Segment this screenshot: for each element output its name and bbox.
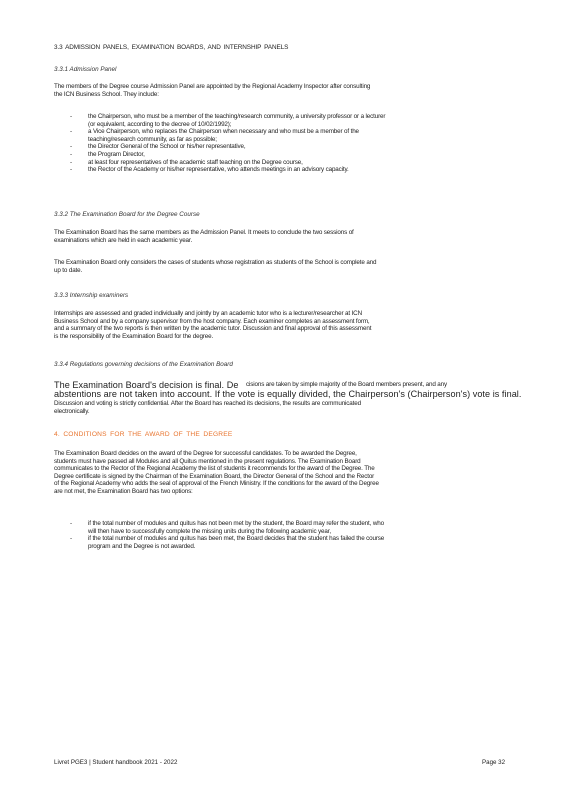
abstentions-statement: abstentions are not taken into account. If the vote is equally divided, the Chairperson's (Chairperson's) vote is final. bbox=[54, 389, 522, 399]
text-line: The Examination Board only considers the cases of students whose registration as students of the School is complete and bbox=[54, 259, 377, 266]
text-line: The Examination Board has the same members as the Admission Panel. It meets to conclude the two sessions of bbox=[54, 229, 354, 236]
bullet-dash: - bbox=[70, 128, 72, 136]
list-item bbox=[70, 151, 510, 159]
decision-final-statement: The Examination Board's decision is final. De bbox=[54, 380, 239, 390]
text-line: Degree certificate is signed by the Chairman of the Examination Board, the Director General of the School and the Rector bbox=[54, 472, 375, 480]
text-line: will then have to successfully complete the missing units during the following academic year, bbox=[88, 527, 331, 535]
text-line: (or equivalent, according to the decree of 10/02/1992); bbox=[88, 120, 232, 128]
text-line: Discussion and voting is strictly confidential. After the Board has reached its decisions, the results are communicated bbox=[54, 400, 361, 407]
text-line: electronically. bbox=[54, 407, 90, 415]
section-3-3-2-heading: 3.3.2 The Examination Board for the Degree Course bbox=[54, 211, 200, 218]
text-line: the Rector of the Academy or his/her representative, who attends meetings in an advisory capacity. bbox=[88, 166, 349, 174]
list-item bbox=[70, 535, 510, 550]
text-line: a Vice Chairperson, who replaces the Chairperson when necessary and who must be a member of the bbox=[88, 128, 359, 136]
confidentiality-paragraph bbox=[54, 400, 510, 415]
text-line: if the total number of modules and quitus has been met, the Board decides that the student has failed the course bbox=[88, 535, 385, 543]
section-3-3-4-heading: 3.3.4 Regulations governing decisions of the Examination Board bbox=[54, 361, 233, 368]
list-item bbox=[70, 520, 510, 535]
examination-board-paragraph-1 bbox=[54, 229, 510, 244]
text-line: program and the Degree is not awarded. bbox=[88, 542, 196, 550]
internship-examiners-paragraph bbox=[54, 310, 510, 340]
text-line: teaching/research community, as far as possible; bbox=[88, 135, 217, 143]
text-line: the Director General of the School or his/her representative, bbox=[88, 143, 246, 151]
text-line: is the responsibility of the Examination Board for the degree. bbox=[54, 332, 214, 340]
list-item bbox=[70, 128, 510, 143]
text-line: the ICN Business School. They include: bbox=[54, 90, 159, 98]
section-3-3-3-heading: 3.3.3 Internship examiners bbox=[54, 292, 129, 299]
section-3-3-title: 3.3 ADMISSION PANELS, EXAMINATION BOARDS, AND INTERNSHIP PANELS bbox=[54, 44, 289, 51]
text-line: Internships are assessed and graded individually and jointly by an academic tutor who is a lecturer/researcher at ICN bbox=[54, 310, 362, 317]
text-line: The members of the Degree course Admission Panel are appointed by the Regional Academy Inspector after consulting bbox=[54, 83, 371, 90]
page-number: Page 32 bbox=[482, 759, 506, 766]
text-line: students must have passed all Modules and all Quitus mentioned in the present regulations. The Examination Board bbox=[54, 457, 361, 465]
bullet-dash: - bbox=[70, 113, 72, 120]
list-item bbox=[70, 143, 510, 151]
text-line: up to date. bbox=[54, 266, 83, 274]
bullet-dash: - bbox=[70, 150, 72, 158]
text-line: and a summary of the two reports is then written by the academic tutor. Discussion and final approval of this assessment bbox=[54, 325, 372, 333]
text-line: the Chairperson, who must be a member of the teaching/research community, a university professor or a lecturer bbox=[88, 113, 386, 120]
examination-board-paragraph-2 bbox=[54, 259, 510, 274]
text-line: at least four representatives of the academic staff teaching on the Degree course, bbox=[88, 158, 303, 166]
section-3-3-1-heading: 3.3.1 Admission Panel bbox=[54, 66, 117, 73]
text-line: the Program Director, bbox=[88, 150, 145, 158]
degree-award-paragraph bbox=[54, 450, 510, 496]
bullet-dash: - bbox=[70, 166, 72, 174]
bullet-dash: - bbox=[70, 143, 72, 151]
bullet-dash: - bbox=[70, 535, 72, 543]
list-item bbox=[70, 166, 510, 174]
admission-panel-intro bbox=[54, 83, 510, 98]
bullet-dash: - bbox=[70, 520, 72, 527]
text-line: examinations which are held in each academic year. bbox=[54, 236, 193, 244]
text-line: if the total number of modules and quitus has not been met by the student, the Board may refer the student, who bbox=[88, 520, 384, 527]
list-item bbox=[70, 159, 510, 167]
degree-options-list bbox=[70, 520, 510, 550]
admission-panel-members-list bbox=[70, 113, 510, 174]
text-line: of the Regional Academy who adds the seal of approval of the French Ministry. If the conditions for the award of the Degree bbox=[54, 480, 379, 488]
text-line: The Examination Board decides on the award of the Degree for successful candidates. To be awarded the Degree, bbox=[54, 450, 357, 457]
text-line: Business School and by a company supervisor from the host company. Each examiner completes an assessment form, bbox=[54, 317, 370, 325]
section-4-heading: 4. CONDITIONS FOR THE AWARD OF THE DEGREE bbox=[54, 431, 233, 438]
footer-handbook-label: Livret PGE3 | Student handbook 2021 - 2022 bbox=[54, 759, 178, 766]
decision-majority-text: cisions are taken by simple majority of the Board members present, and any bbox=[246, 381, 447, 388]
text-line: communicates to the Rector of the Regional Academy the list of students it recommends for the award of the Degree. The bbox=[54, 465, 375, 473]
list-item bbox=[70, 113, 510, 128]
bullet-dash: - bbox=[70, 158, 72, 166]
text-line: are not met, the Examination Board has two options: bbox=[54, 487, 193, 495]
